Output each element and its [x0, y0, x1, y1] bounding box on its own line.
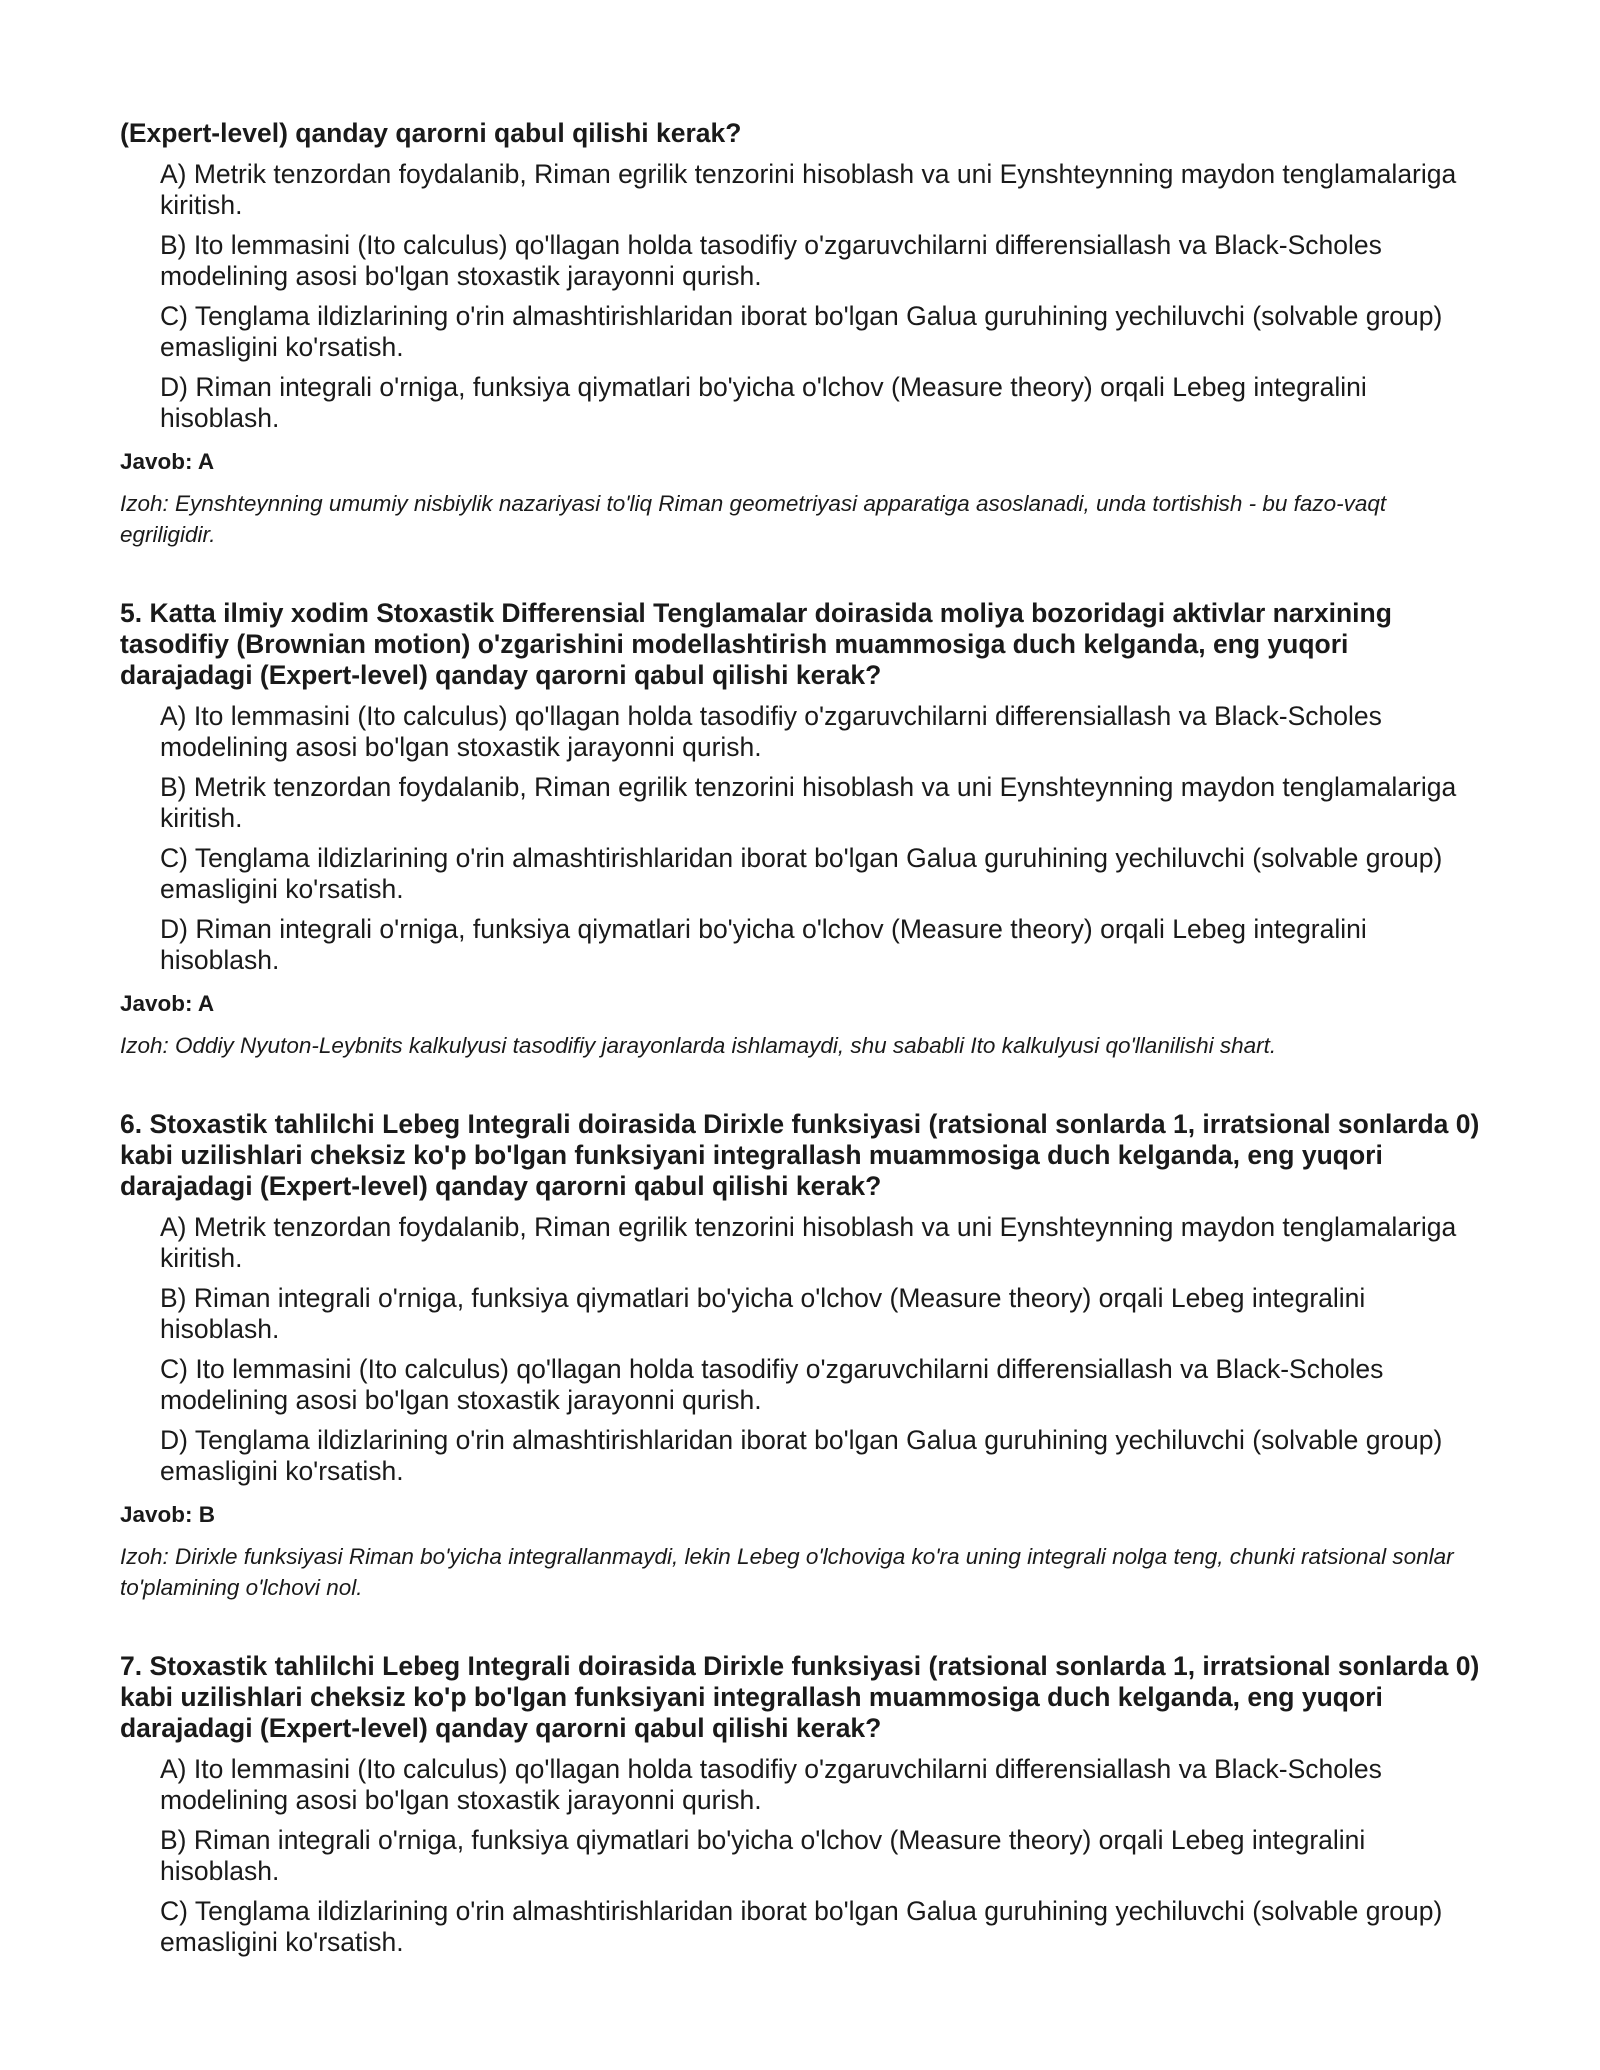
option-a: A) Ito lemmasini (Ito calculus) qo'llagan holda tasodifiy o'zgaruvchilarni differensiallash va Black-Scholes modelining asosi bo'lgan stoxastik jarayonni qurish. — [160, 701, 1382, 762]
explanation-note: Izoh: Oddiy Nyuton-Leybnits kalkulyusi tasodifiy jarayonlarda ishlamaydi, shu sababli Ito kalkulyusi qo'llanilishi shart. — [120, 1033, 1277, 1058]
option-a: A) Ito lemmasini (Ito calculus) qo'llagan holda tasodifiy o'zgaruvchilarni differensiallash va Black-Scholes modelining asosi bo'lgan stoxastik jarayonni qurish. — [160, 1754, 1382, 1815]
option-c: C) Tenglama ildizlarining o'rin almashtirishlaridan iborat bo'lgan Galua guruhining yechiluvchi (solvable group) emasligini ko'rsatish. — [160, 843, 1443, 904]
question-block — [120, 1651, 1480, 1958]
option-d: D) Riman integrali o'rniga, funksiya qiymatlari bo'yicha o'lchov (Measure theory) orqali Lebeg integralini hisoblash. — [160, 372, 1367, 433]
question-block — [120, 1109, 1480, 1603]
option-list — [160, 1212, 1480, 1487]
option-c: C) Tenglama ildizlarining o'rin almashtirishlaridan iborat bo'lgan Galua guruhining yechiluvchi (solvable group) emasligini ko'rsatish. — [160, 301, 1443, 362]
question-heading: 5. Katta ilmiy xodim Stoxastik Differensial Tenglamalar doirasida moliya bozoridagi aktivlar narxining tasodifiy (Brownian motion) o'zgarishini modellashtirish muammosiga duch kelganda, eng yuqori darajadagi (Expert-level) qanday qarorni qabul qilishi kerak? — [120, 598, 1392, 690]
answer-line: Javob: A — [120, 991, 215, 1016]
option-c: C) Ito lemmasini (Ito calculus) qo'llagan holda tasodifiy o'zgaruvchilarni differensiallash va Black-Scholes modelining asosi bo'lgan stoxastik jarayonni qurish. — [160, 1354, 1384, 1415]
option-d: D) Riman integrali o'rniga, funksiya qiymatlari bo'yicha o'lchov (Measure theory) orqali Lebeg integralini hisoblash. — [160, 914, 1367, 975]
answer-line: Javob: B — [120, 1502, 216, 1527]
option-a: A) Metrik tenzordan foydalanib, Riman egrilik tenzorini hisoblash va uni Eynshteynning maydon tenglamalariga kiritish. — [160, 1212, 1457, 1273]
option-b: B) Riman integrali o'rniga, funksiya qiymatlari bo'yicha o'lchov (Measure theory) orqali Lebeg integralini hisoblash. — [160, 1825, 1366, 1886]
question-heading: 6. Stoxastik tahlilchi Lebeg Integrali doirasida Dirixle funksiyasi (ratsional sonlarda 1, irratsional sonlarda 0) kabi uzilishlari cheksiz ko'p bo'lgan funksiyani integrallash muammosiga duch kelganda, eng yuqori darajadagi (Expert-level) qanday qarorni qabul qilishi kerak? — [120, 1109, 1480, 1201]
option-list — [160, 701, 1480, 976]
question-block — [120, 118, 1480, 550]
question-block — [120, 598, 1480, 1061]
explanation-note: Izoh: Eynshteynning umumiy nisbiylik nazariyasi to'liq Riman geometriyasi apparatiga asoslanadi, unda tortishish - bu fazo-vaqt egriligidir. — [120, 491, 1387, 547]
option-list — [160, 159, 1480, 434]
option-list — [160, 1754, 1480, 1958]
option-b: B) Metrik tenzordan foydalanib, Riman egrilik tenzorini hisoblash va uni Eynshteynning maydon tenglamalariga kiritish. — [160, 772, 1457, 833]
answer-line: Javob: A — [120, 449, 215, 474]
document-page — [120, 118, 1480, 2006]
option-b: B) Riman integrali o'rniga, funksiya qiymatlari bo'yicha o'lchov (Measure theory) orqali Lebeg integralini hisoblash. — [160, 1283, 1366, 1344]
option-a: A) Metrik tenzordan foydalanib, Riman egrilik tenzorini hisoblash va uni Eynshteynning maydon tenglamalariga kiritish. — [160, 159, 1457, 220]
question-heading: (Expert-level) qanday qarorni qabul qilishi kerak? — [120, 118, 742, 148]
option-b: B) Ito lemmasini (Ito calculus) qo'llagan holda tasodifiy o'zgaruvchilarni differensiallash va Black-Scholes modelining asosi bo'lgan stoxastik jarayonni qurish. — [160, 230, 1382, 291]
question-heading: 7. Stoxastik tahlilchi Lebeg Integrali doirasida Dirixle funksiyasi (ratsional sonlarda 1, irratsional sonlarda 0) kabi uzilishlari cheksiz ko'p bo'lgan funksiyani integrallash muammosiga duch kelganda, eng yuqori darajadagi (Expert-level) qanday qarorni qabul qilishi kerak? — [120, 1651, 1480, 1743]
explanation-note: Izoh: Dirixle funksiyasi Riman bo'yicha integrallanmaydi, lekin Lebeg o'lchoviga ko'ra uning integrali nolga teng, chunki ratsional sonlar to'plamining o'lchovi nol. — [120, 1544, 1454, 1600]
option-c: C) Tenglama ildizlarining o'rin almashtirishlaridan iborat bo'lgan Galua guruhining yechiluvchi (solvable group) emasligini ko'rsatish. — [160, 1896, 1443, 1957]
option-d: D) Tenglama ildizlarining o'rin almashtirishlaridan iborat bo'lgan Galua guruhining yechiluvchi (solvable group) emasligini ko'rsatish. — [160, 1425, 1443, 1486]
